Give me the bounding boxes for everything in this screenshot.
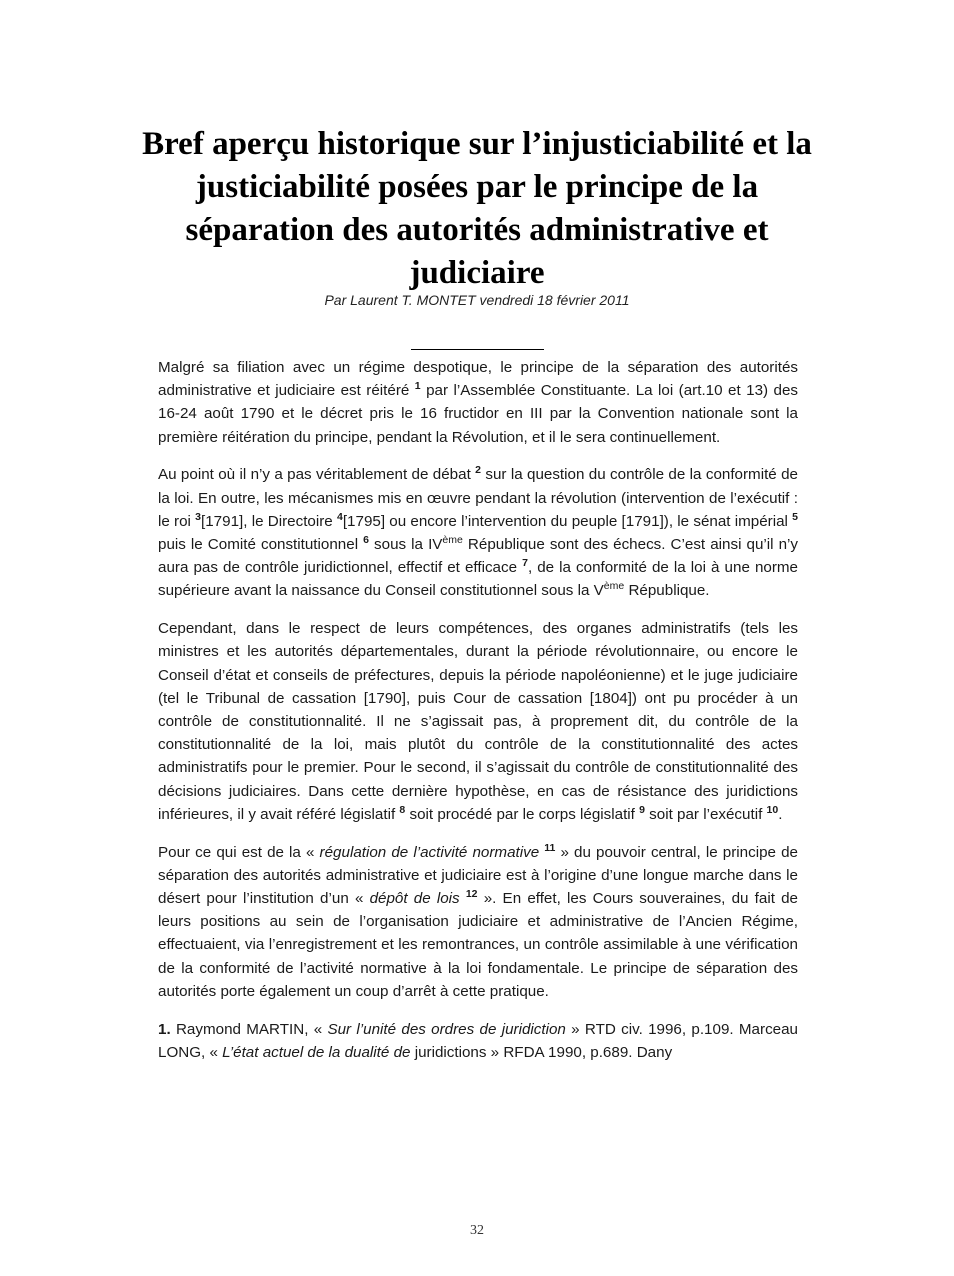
- paragraph-1: [158, 356, 798, 449]
- footnote-ref-9[interactable]: 9: [639, 803, 645, 816]
- text-run: ». En effet, les Cours souveraines, du fait de leurs positions au sein de l’organisation judiciaire et administrative de l’Ancien Régime, effectuaient, via l’enregistrement et les remontrances, un contrôle assimilable à une vérification de la conformité de l’activité normative à la loi fondamentale. Le principe de séparation des autorités porte également un coup d’arrêt à cette pratique.: [158, 890, 798, 1000]
- text-run: sur la question du contrôle de la conformité de la loi. En outre, les mécanismes mis en œuvre pendant la révolution (intervention de l’exécutif : le roi: [158, 466, 798, 530]
- italic-quote: régulation de l’activité normative: [319, 843, 540, 861]
- text-run: Pour ce qui est de la «: [158, 843, 320, 861]
- text-run: puis le Comité constitutionnel: [158, 536, 364, 554]
- paragraph-4: [158, 841, 798, 1003]
- text-run: République sont des échecs. C’est ainsi qu’il n’y aura pas de contrôle juridictionnel, effectif et efficace: [158, 536, 798, 577]
- footnote-1: [158, 1018, 798, 1064]
- footnote-ref-3[interactable]: 3: [195, 510, 202, 523]
- separator-rule: [411, 349, 544, 350]
- text-run: , de la conformité de la loi à une norme supérieure avant la naissance du Conseil constitutionnel sous la V: [158, 559, 799, 600]
- text-run: » du pouvoir central, le principe de séparation des autorités administrative et judiciaire est à l’origine d’une longue marche dans le désert pour l’institution d’un «: [158, 843, 798, 908]
- ordinal-suffix: ème: [603, 580, 625, 593]
- italic-quote: dépôt de lois: [369, 890, 460, 908]
- text-run: Malgré sa filiation avec un régime despotique, le principe de la séparation des autorités administrative et judiciaire est réitéré: [158, 359, 798, 400]
- footnote-ref-7[interactable]: 7: [522, 557, 528, 570]
- footnote-ref-5[interactable]: 5: [792, 510, 798, 523]
- footnote-ref-4[interactable]: 4: [336, 510, 343, 523]
- footnote-ref-11[interactable]: 11: [544, 841, 556, 854]
- text-run: sous la IV: [368, 536, 443, 554]
- author-byline: Par Laurent T. MONTET vendredi 18 février 2011: [324, 292, 630, 308]
- paragraph-3: [158, 617, 798, 826]
- paragraph-2: [158, 463, 798, 602]
- article-body: [158, 356, 798, 1079]
- document-title: Bref aperçu historique sur l’injusticiabilité et la justiciabilité posées par le principe de la séparation des autorités administrative et judiciaire: [142, 126, 812, 291]
- footnote-ref-1[interactable]: 1: [414, 380, 421, 393]
- footnote-ref-10[interactable]: 10: [766, 803, 779, 816]
- text-run: » RTD civ. 1996, p.109. Marceau LONG, «: [158, 1020, 798, 1061]
- footnote-number: 1.: [158, 1020, 171, 1038]
- footnote-ref-8[interactable]: 8: [399, 803, 406, 816]
- footnote-ref-2[interactable]: 2: [475, 464, 481, 477]
- text-run: soit par l’exécutif: [644, 805, 767, 823]
- text-run: soit procédé par le corps législatif: [405, 805, 640, 823]
- ordinal-suffix: ème: [442, 534, 463, 547]
- italic-title: Sur l’unité des ordres de juridiction: [327, 1020, 566, 1038]
- text-run: Au point où il n’y a pas véritablement de débat: [158, 466, 476, 484]
- text-run: [1791], le Directoire: [201, 512, 337, 530]
- text-run: [1795] ou encore l’intervention du peuple [1791]), le sénat impérial: [342, 512, 793, 530]
- text-run: par l’Assemblée Constituante. La loi (art.10 et 13) des 16-24 août 1790 et le décret pris le 16 fructidor en III par la Convention nationale sont la première réitération du principe, pendant la Révolution, et il le sera continuellement.: [158, 382, 798, 446]
- text-run: Raymond MARTIN, «: [170, 1020, 328, 1038]
- text-run: juridictions » RFDA 1990, p.689. Dany: [410, 1043, 673, 1061]
- footnote-ref-12[interactable]: 12: [465, 888, 478, 901]
- text-run: .: [778, 805, 783, 823]
- footnote-ref-6[interactable]: 6: [363, 534, 369, 547]
- text-run: Cependant, dans le respect de leurs compétences, des organes administratifs (tels les ministres et les autorités départementales, durant la période révolutionnaire, ou encore le Conseil d’état et conseils de préfectures, depuis la période napoléonienne) et le juge judiciaire (tel le Tribunal de cassation [1790], puis Cour de cassation [1804]) ont pu procéder à un contrôle de constitutionnalité. Il ne s’agissait pas, à proprement dit, du contrôle de la constitutionnalité de la loi, mais plutôt du contrôle de la constitutionnalité des actes administratifs pour le premier. Pour le second, il s’agissait du contrôle de constitutionnalité des décisions judiciaires. Dans cette dernière hypothèse, en cas de résistance des juridictions inférieures, il y avait référé législatif: [158, 620, 798, 823]
- text-run: République.: [624, 582, 710, 600]
- italic-title: L’état actuel de la dualité de: [222, 1043, 411, 1061]
- page-number: 32: [470, 1223, 484, 1238]
